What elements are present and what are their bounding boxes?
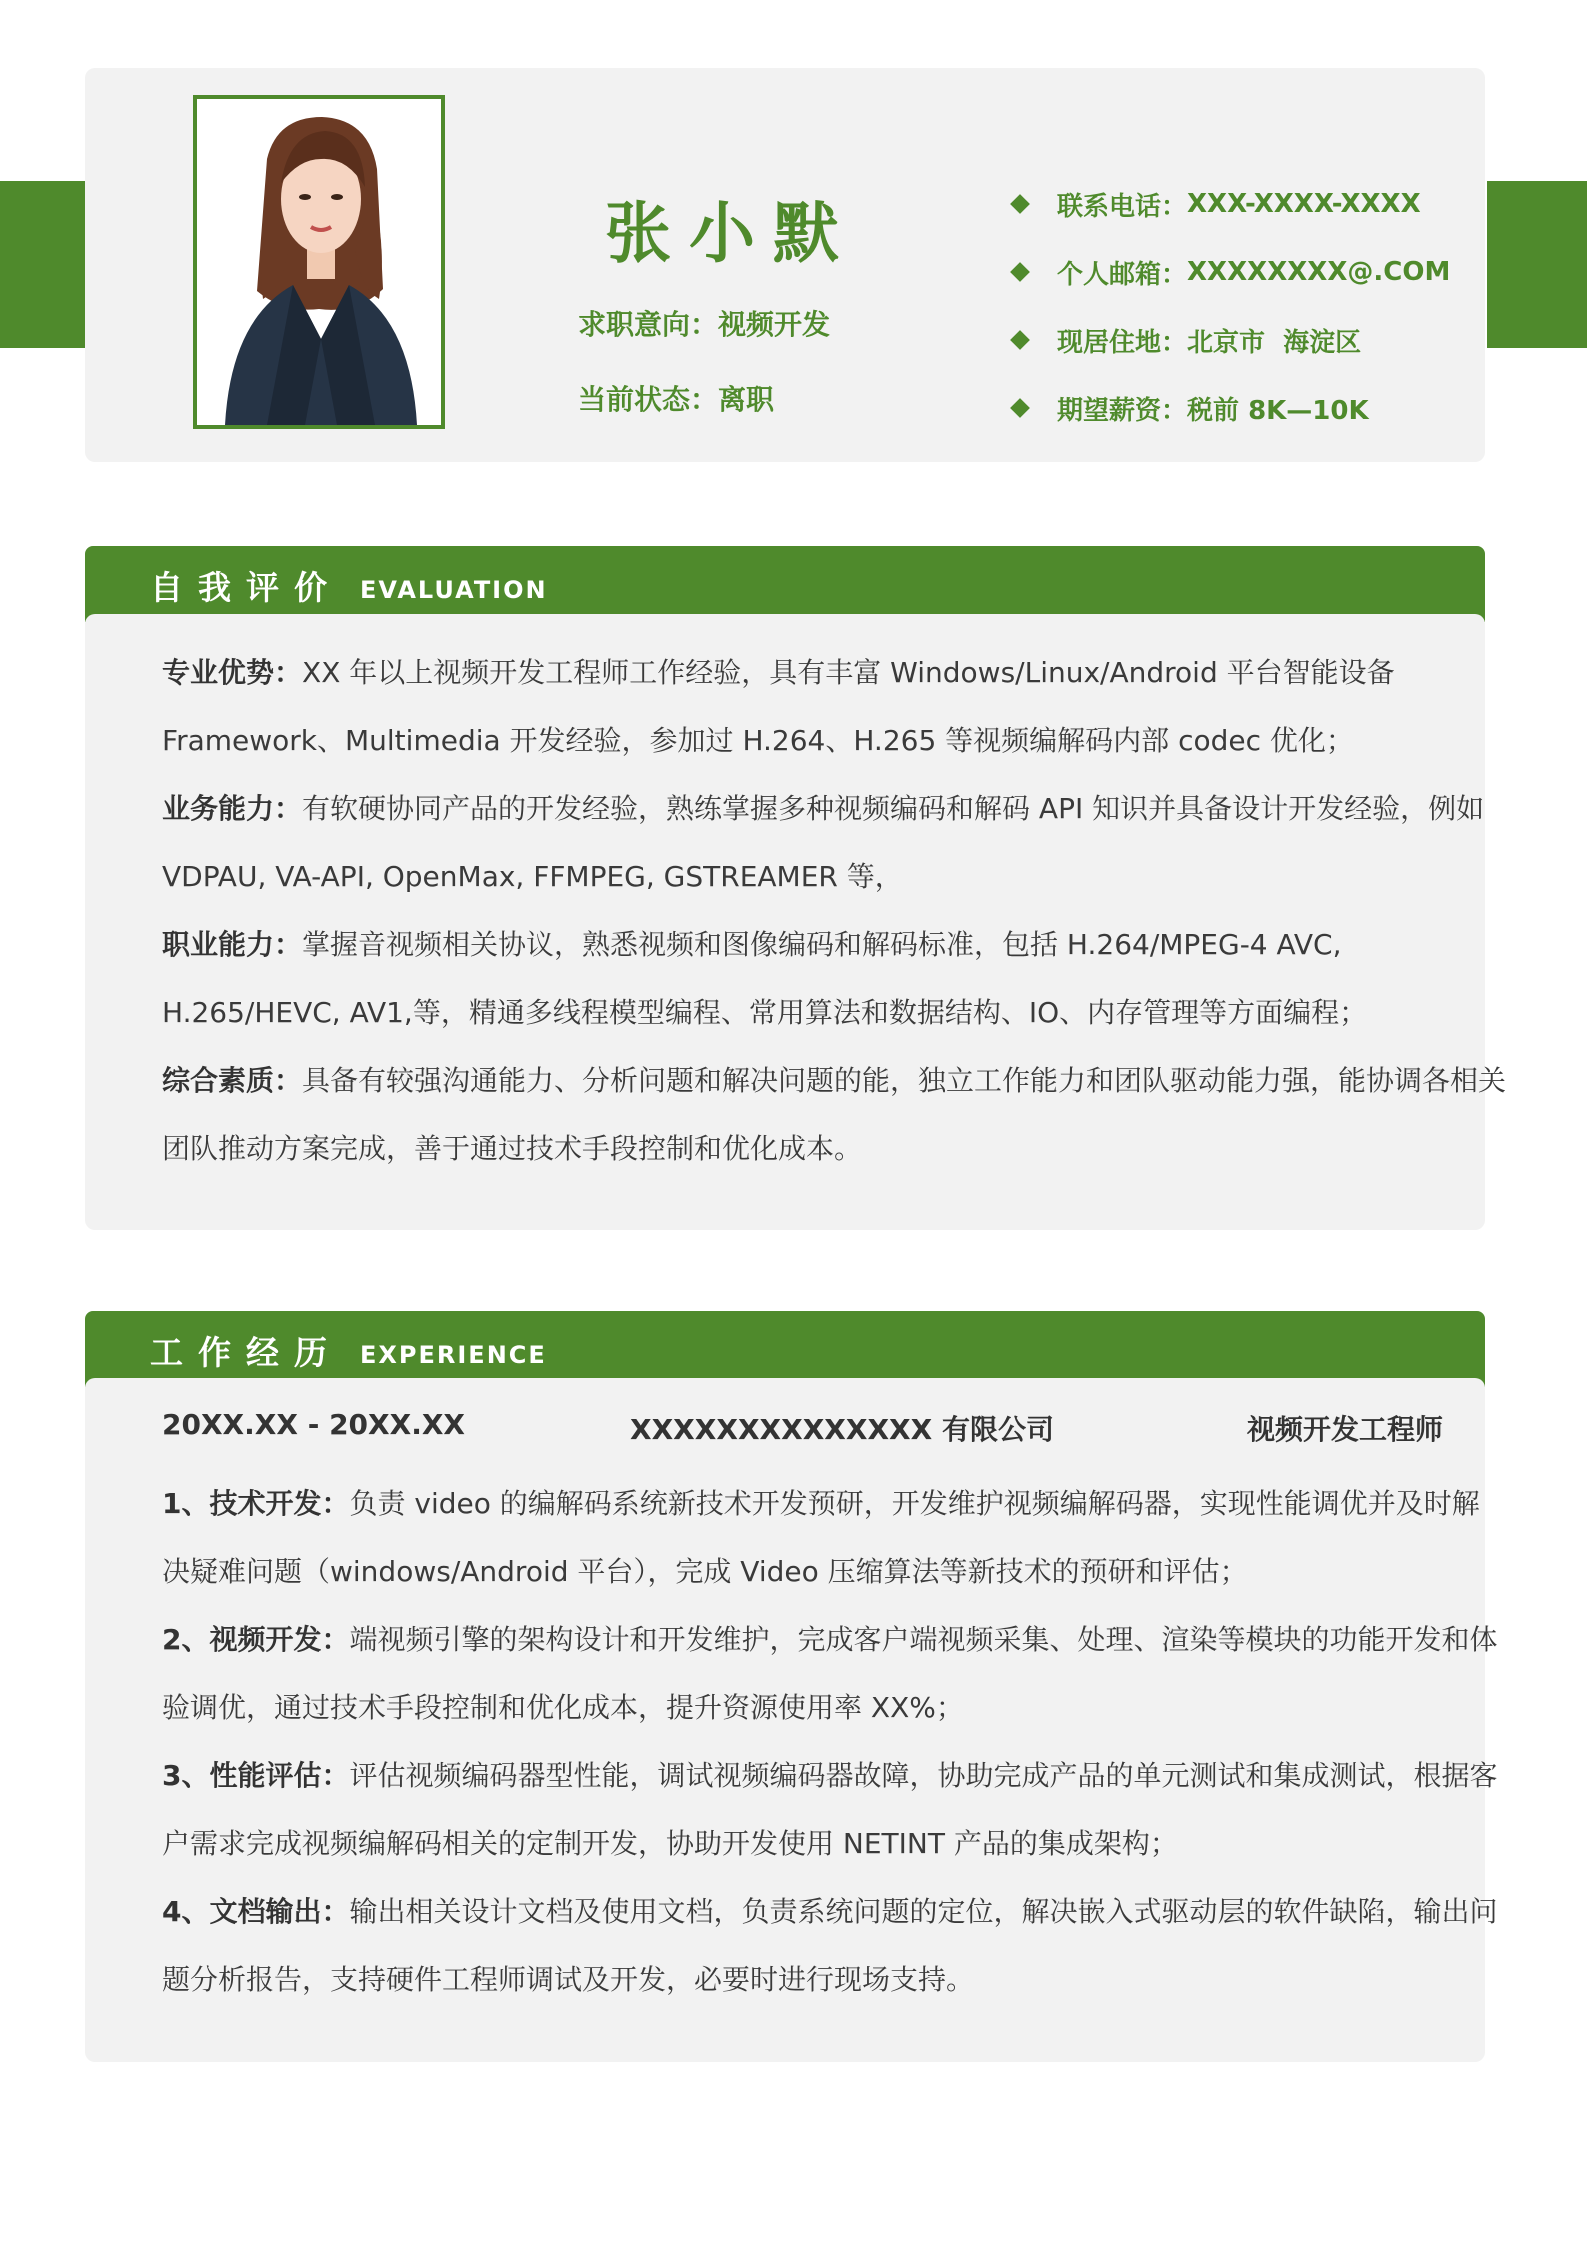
item-text: 具备有较强沟通能力、分析问题和解决问题的能，独立工作能力和团队驱动能力强，能协调各相关团队推动方案完成，善于通过技术手段控制和优化成本。 — [162, 1064, 1507, 1165]
contact-email — [1005, 238, 1450, 306]
evaluation-item — [162, 1047, 1507, 1183]
evaluation-header — [85, 546, 1485, 622]
avatar-illustration-icon — [197, 99, 441, 425]
evaluation-item — [162, 639, 1507, 775]
evaluation-item — [162, 775, 1507, 911]
item-text: 掌握音视频相关协议，熟悉视频和图像编码和解码标准，包括 H.264/MPEG-4 AVC, H.265/HEVC, AV1,等，精通多线程模型编程、常用算法和数据结构、IO、内存管理等方面编程； — [162, 928, 1368, 1029]
contact-label: 个人邮箱： — [1057, 259, 1188, 290]
contact-label: 现居住地： — [1057, 327, 1188, 358]
section-title-cn: 自我评价 — [150, 568, 342, 607]
current-status: 当前状态：离职 — [578, 383, 775, 416]
item-text: 有软硬协同产品的开发经验，熟练掌握多种视频编码和解码 API 知识并具备设计开发经验，例如 VDPAU, VA-API, OpenMax, FFMPEG, GSTREAMER 等， — [162, 792, 1485, 893]
experience-header — [85, 1311, 1485, 1387]
experience-item — [162, 1742, 1507, 1878]
item-label: 1、技术开发： — [162, 1487, 350, 1520]
item-label: 业务能力： — [162, 792, 303, 825]
contact-value: 北京市 海淀区 — [1187, 327, 1362, 358]
item-label: 2、视频开发： — [162, 1623, 350, 1656]
section-title-en: EVALUATION — [360, 576, 548, 604]
left-accent-band — [0, 181, 85, 348]
contact-label: 联系电话： — [1057, 191, 1188, 222]
applicant-name: 张小默 — [605, 195, 857, 272]
item-label: 4、文档输出： — [162, 1895, 350, 1928]
item-label: 职业能力： — [162, 928, 303, 961]
section-title-cn: 工作经历 — [150, 1333, 342, 1372]
experience-item — [162, 1878, 1507, 2014]
job-intent: 求职意向：视频开发 — [578, 308, 831, 341]
experience-body — [85, 1378, 1498, 2062]
job-period: 20XX.XX - 20XX.XX — [162, 1408, 466, 1441]
item-text: 评估视频编码器型性能，调试视频编码器故障，协助完成产品的单元测试和集成测试，根据客户需求完成视频编解码相关的定制开发，协助开发使用 NETINT 产品的集成架构； — [162, 1759, 1498, 1860]
job-company: XXXXXXXXXXXXXX 有限公司 — [630, 1413, 1054, 1446]
item-label: 专业优势： — [162, 656, 303, 689]
contact-value: XXXXXXXX@.COM — [1187, 257, 1451, 287]
contact-label: 期望薪资： — [1057, 395, 1188, 426]
item-text: 端视频引擎的架构设计和开发维护，完成客户端视频采集、处理、渲染等模块的功能开发和体验调优，通过技术手段控制和优化成本，提升资源使用率 XX%； — [162, 1623, 1498, 1724]
evaluation-body — [85, 614, 1507, 1230]
item-text: 输出相关设计文档及使用文档，负责系统问题的定位，解决嵌入式驱动层的软件缺陷，输出问题分析报告，支持硬件工程师调试及开发，必要时进行现场支持。 — [162, 1895, 1498, 1996]
contact-list — [1005, 170, 1450, 442]
diamond-bullet-icon — [1010, 398, 1030, 418]
contact-salary — [1005, 374, 1450, 442]
contact-phone — [1005, 170, 1450, 238]
contact-value: 税前 8K—10K — [1187, 395, 1369, 426]
item-text: XX 年以上视频开发工程师工作经验，具有丰富 Windows/Linux/Android 平台智能设备 Framework、Multimedia 开发经验，参加过 H.264、H.265 等视频编解码内部 codec 优化； — [162, 656, 1395, 757]
right-accent-band — [1487, 181, 1587, 348]
diamond-bullet-icon — [1010, 330, 1030, 350]
diamond-bullet-icon — [1010, 262, 1030, 282]
item-text: 负责 video 的编解码系统新技术开发预研，开发维护视频编解码器，实现性能调优并及时解决疑难问题（windows/Android 平台），完成 Video 压缩算法等新技术的预研和评估； — [162, 1487, 1480, 1588]
evaluation-item — [162, 911, 1507, 1047]
diamond-bullet-icon — [1010, 194, 1030, 214]
item-label: 3、性能评估： — [162, 1759, 350, 1792]
experience-item — [162, 1470, 1507, 1606]
job-position: 视频开发工程师 — [1246, 1413, 1443, 1446]
contact-value: XXX-XXXX-XXXX — [1187, 189, 1421, 219]
section-title-en: EXPERIENCE — [360, 1341, 547, 1369]
experience-item — [162, 1606, 1507, 1742]
header-card — [85, 68, 1485, 462]
contact-location — [1005, 306, 1450, 374]
item-label: 综合素质： — [162, 1064, 303, 1097]
profile-photo — [193, 95, 445, 429]
